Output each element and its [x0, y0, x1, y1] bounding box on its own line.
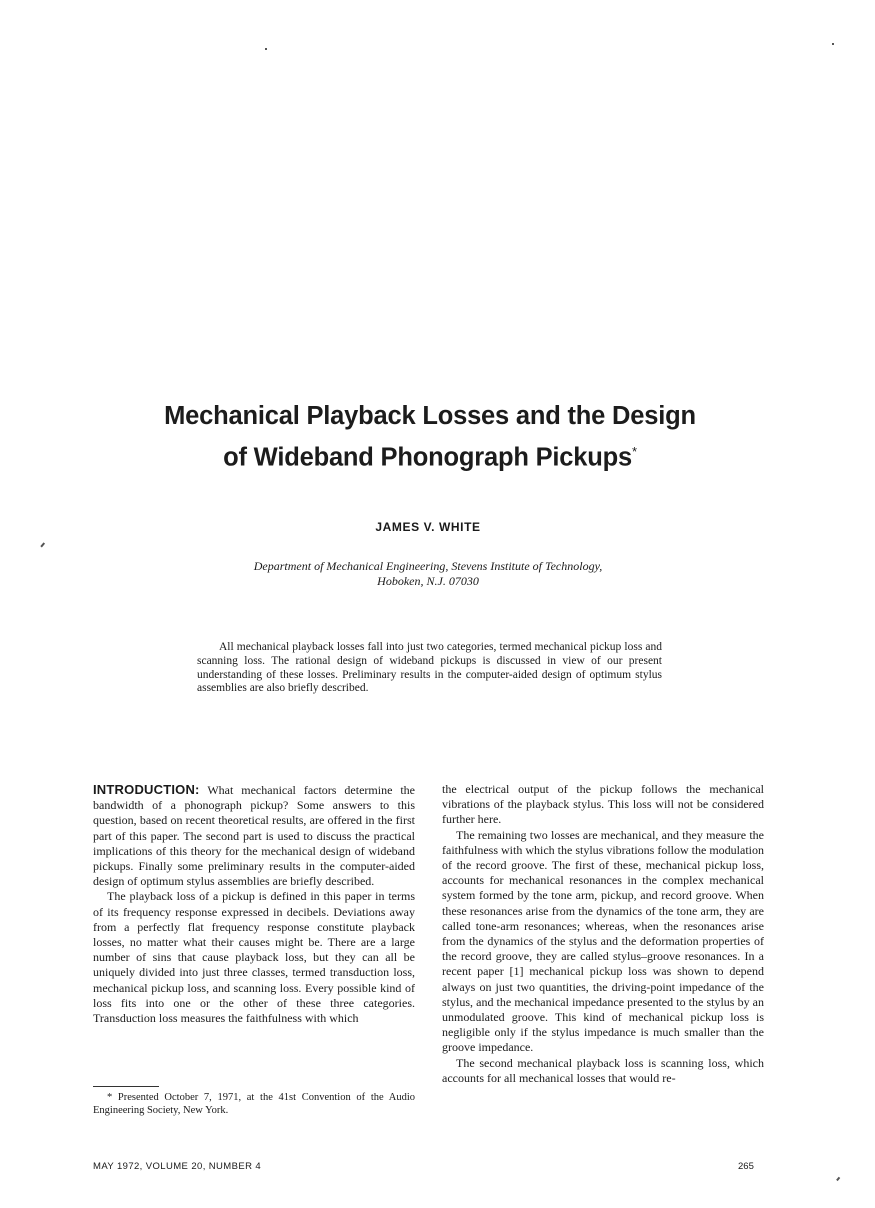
- affiliation-line-2: Hoboken, N.J. 07030: [377, 574, 479, 588]
- affiliation: [150, 559, 706, 589]
- body-paragraph: The playback loss of a pickup is defined in this paper in terms of its frequency response expressed in decibels. Deviations away from a perfectly flat frequency response constitute playback losses, no matter what their causes might be. There are a large number of sins that cause playback loss, but they can all be uniquely divided into just three classes, termed transduction loss, mechanical pickup loss, and scanning loss. Every possible kind of loss fits into one or the other of these three categories. Transduction loss measures the faithfulness with which: [93, 889, 415, 1026]
- body-column-left: [93, 782, 415, 1026]
- footnote: * Presented October 7, 1971, at the 41st Convention of the Audio Engineering Society, New York.: [93, 1092, 415, 1116]
- journal-issue-footer: MAY 1972, VOLUME 20, NUMBER 4: [93, 1161, 262, 1172]
- title-line-2: [100, 434, 760, 476]
- paper-title: [100, 398, 760, 476]
- page-number: 265: [738, 1161, 754, 1172]
- paragraph-text: What mechanical factors determine the bandwidth of a phonograph pickup? Some answers to this question, based on recent theoretical results, are offered in the first part of this paper. The second part is used to discuss the practical implications of this theory for the mechanical design of wideband pickups. Finally some preliminary results in the computer-aided design of optimum stylus assemblies are briefly described.: [93, 783, 415, 889]
- body-paragraph: the electrical output of the pickup follows the mechanical vibrations of the playback stylus. This loss will not be considered further here.: [442, 782, 764, 827]
- scan-speck: [40, 542, 44, 547]
- section-heading-introduction: INTRODUCTION:: [93, 782, 200, 797]
- title-line-2-text: of Wideband Phonograph Pickups: [223, 443, 632, 472]
- abstract: All mechanical playback losses fall into just two categories, termed mechanical pickup loss and scanning loss. The rational design of wideband pickups is discussed in view of our present understanding of these losses. Preliminary results in the computer-aided design of optimum stylus assemblies are also briefly described.: [197, 641, 662, 695]
- scan-speck: [832, 43, 834, 45]
- scan-speck: [836, 1177, 840, 1181]
- body-paragraph: The second mechanical playback loss is scanning loss, which accounts for all mechanical losses that would re-: [442, 1055, 764, 1085]
- intro-paragraph: [93, 782, 415, 889]
- body-column-right: [442, 782, 764, 1086]
- scan-speck: [265, 48, 267, 50]
- title-line-1: Mechanical Playback Losses and the Design: [164, 402, 696, 430]
- footnote-rule: [93, 1086, 159, 1087]
- author-name: JAMES V. WHITE: [375, 520, 481, 534]
- affiliation-line-1: Department of Mechanical Engineering, Stevens Institute of Technology,: [253, 559, 603, 573]
- title-footnote-mark: *: [632, 444, 637, 459]
- body-paragraph: The remaining two losses are mechanical, and they measure the faithfulness with which the stylus vibrations follow the modulation of the record groove. The first of these, mechanical pickup loss, accounts for mechanical resonances in the complex mechanical system formed by the tone arm, pickup, and record groove. When these resonances arise from the dynamics of the tone arm, they are called tone-arm resonances; whereas, when the resonances arise from the dynamics of the stylus and the deformation properties of the record groove, they are called stylus–groove resonances. In a recent paper [1] mechanical pickup loss was shown to depend always on just two quantities, the driving-point impedance of the stylus, and the mechanical impedance presented to the stylus by an unmodulated groove. This kind of mechanical pickup loss is negligible only if the stylus impedance is much smaller than the groove impedance.: [442, 827, 764, 1055]
